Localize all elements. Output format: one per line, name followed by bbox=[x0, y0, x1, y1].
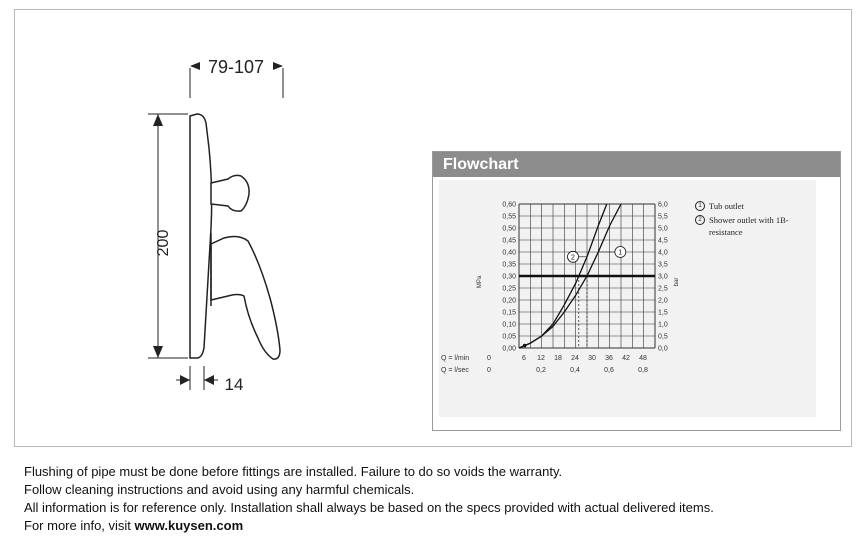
x-tick-label: 12 bbox=[537, 355, 545, 362]
dimension-plate-label: 14 bbox=[224, 375, 244, 394]
y-left-tick-label: 0,60 bbox=[502, 201, 516, 209]
flow-chart bbox=[439, 180, 689, 417]
flowchart-panel bbox=[432, 151, 841, 431]
y-left-tick-label: 0,10 bbox=[502, 321, 516, 329]
y-left-tick-label: 0,55 bbox=[502, 213, 516, 221]
y-left-axis-title: MPa bbox=[477, 275, 483, 289]
y-right-tick-label: 3,0 bbox=[658, 273, 668, 281]
y-right-tick-label: 4,0 bbox=[658, 249, 668, 257]
y-left-tick-label: 0,40 bbox=[502, 249, 516, 257]
y-left-tick-label: 0,45 bbox=[502, 237, 516, 245]
y-right-tick-label: 1,5 bbox=[658, 309, 668, 317]
y-right-tick-label: 6,0 bbox=[658, 201, 668, 209]
x-axis-row-label: Q = l/sec bbox=[441, 367, 469, 374]
x-tick-label: 48 bbox=[639, 355, 647, 362]
y-right-tick-label: 1,0 bbox=[658, 321, 668, 329]
y-left-tick-label: 0,20 bbox=[502, 297, 516, 305]
y-right-axis-title: bar bbox=[674, 277, 680, 287]
note-more-info-prefix: For more info, visit bbox=[24, 518, 135, 533]
origin-point bbox=[523, 344, 527, 348]
dimension-height-label: 200 bbox=[155, 229, 172, 257]
legend-marker: 2 bbox=[695, 215, 705, 225]
legend-label: Shower outlet with 1B-resistance bbox=[709, 215, 789, 237]
product-drawing bbox=[140, 48, 300, 408]
x-tick-label: 0,6 bbox=[604, 367, 614, 374]
x-tick-label: 18 bbox=[554, 355, 562, 362]
x-axis-row-label: Q = l/min bbox=[441, 355, 470, 362]
legend-marker: 1 bbox=[695, 201, 705, 211]
notes-section bbox=[24, 463, 854, 535]
legend-label: Tub outlet bbox=[709, 201, 744, 211]
x-tick-label: 0 bbox=[487, 355, 491, 362]
y-right-tick-label: 0,5 bbox=[658, 333, 668, 341]
y-right-tick-label: 4,5 bbox=[658, 237, 668, 245]
x-tick-label: 36 bbox=[605, 355, 613, 362]
y-left-tick-label: 0,05 bbox=[502, 333, 516, 341]
y-left-tick-label: 0,25 bbox=[502, 285, 516, 293]
chart-legend bbox=[695, 200, 810, 240]
dimension-depth-label: 79-107 bbox=[207, 57, 265, 77]
y-right-tick-label: 2,0 bbox=[658, 297, 668, 305]
y-left-tick-label: 0,30 bbox=[502, 273, 516, 281]
y-right-tick-label: 5,5 bbox=[658, 213, 668, 221]
flowchart-body bbox=[439, 180, 816, 417]
x-tick-label: 0 bbox=[487, 367, 491, 374]
note-flushing: Flushing of pipe must be done before fittings are installed. Failure to do so voids the warranty. bbox=[24, 464, 563, 479]
y-left-tick-label: 0,35 bbox=[502, 261, 516, 269]
note-cleaning: Follow cleaning instructions and avoid using any harmful chemicals. bbox=[24, 482, 415, 497]
note-more-info bbox=[24, 517, 854, 535]
y-left-tick-label: 0,00 bbox=[502, 345, 516, 353]
y-right-tick-label: 3,5 bbox=[658, 261, 668, 269]
legend-item-shower bbox=[695, 214, 810, 238]
y-left-tick-label: 0,50 bbox=[502, 225, 516, 233]
x-tick-label: 0,8 bbox=[638, 367, 648, 374]
x-tick-label: 0,4 bbox=[570, 367, 580, 374]
y-right-tick-label: 5,0 bbox=[658, 225, 668, 233]
y-right-tick-label: 0,0 bbox=[658, 345, 668, 353]
x-tick-label: 42 bbox=[622, 355, 630, 362]
y-right-tick-label: 2,5 bbox=[658, 285, 668, 293]
note-reference: All information is for reference only. Installation shall always be based on the specs provided with actual delivered items. bbox=[24, 500, 714, 515]
website-link[interactable]: www.kuysen.com bbox=[134, 518, 244, 533]
series-marker-label-1: 1 bbox=[618, 249, 623, 257]
flowchart-title: Flowchart bbox=[433, 152, 840, 177]
y-left-tick-label: 0,15 bbox=[502, 309, 516, 317]
x-tick-label: 0,2 bbox=[536, 367, 546, 374]
legend-item-tub bbox=[695, 200, 810, 212]
series-marker-label-2: 2 bbox=[571, 254, 575, 262]
x-tick-label: 24 bbox=[571, 355, 579, 362]
x-tick-label: 6 bbox=[522, 355, 526, 362]
x-tick-label: 30 bbox=[588, 355, 596, 362]
